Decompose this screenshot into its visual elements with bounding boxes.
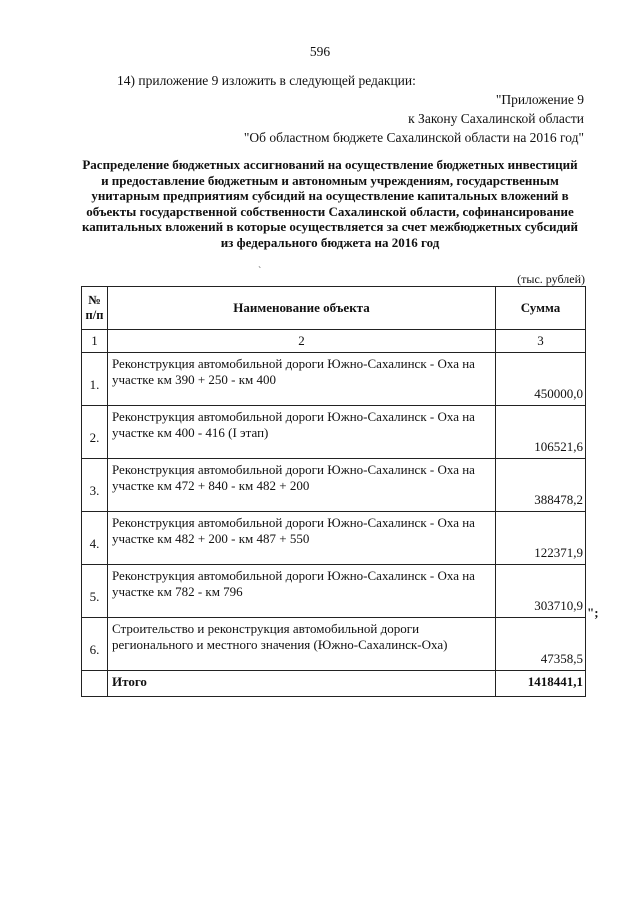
- heading-line: Распределение бюджетных ассигнований на осуществление бюджетных инвестиций: [82, 157, 578, 172]
- table-row: [82, 459, 586, 512]
- index-cell: 2: [108, 330, 496, 353]
- closing-quote-mark: ";: [587, 605, 599, 620]
- row-sum: 303710,9: [496, 565, 586, 618]
- row-name-line: регионального и местного значения (Южно-Сахалинск-Оха): [112, 637, 448, 652]
- stray-mark: `: [258, 266, 262, 277]
- appendix-ref-line: "Приложение 9: [495, 92, 584, 107]
- row-name-line: Реконструкция автомобильной дороги Южно-Сахалинск - Оха на: [112, 462, 475, 477]
- row-object-name: [108, 512, 496, 565]
- heading-line: объекты государственной собственности Сахалинской области, софинансирование: [86, 203, 574, 219]
- row-name-line: участке км 482 + 200 - км 487 + 550: [112, 531, 310, 546]
- heading-line: из федерального бюджета на 2016 год: [220, 234, 440, 250]
- row-sum: 450000,0: [496, 353, 586, 406]
- header-num: [82, 287, 108, 330]
- row-number: 4.: [82, 512, 108, 565]
- total-sum: 1418441,1: [496, 671, 586, 697]
- index-cell: 1: [82, 330, 108, 353]
- row-number: 3.: [82, 459, 108, 512]
- row-name-line: Реконструкция автомобильной дороги Южно-Сахалинск - Оха на: [112, 515, 475, 530]
- row-sum: 47358,5: [496, 618, 586, 671]
- heading-line: унитарным предприятиям субсидий на осуществление капитальных вложений в: [91, 188, 569, 203]
- table-row: [82, 512, 586, 565]
- row-sum: 106521,6: [496, 406, 586, 459]
- row-object-name: [108, 618, 496, 671]
- row-name-line: Реконструкция автомобильной дороги Южно-Сахалинск - Оха на: [112, 409, 475, 424]
- header-sum: Сумма: [496, 287, 586, 330]
- row-object-name: [108, 565, 496, 618]
- heading-line: капитальных вложений в которые осуществляется за счет межбюджетных субсидий: [81, 219, 579, 234]
- total-num-cell: [82, 671, 108, 697]
- row-number: 6.: [82, 618, 108, 671]
- document-heading: [60, 157, 600, 250]
- header-name: Наименование объекта: [108, 287, 496, 330]
- units-label: (тыс. рублей): [517, 272, 585, 286]
- row-object-name: [108, 406, 496, 459]
- row-name-line: участке км 472 + 840 - км 482 + 200: [112, 478, 310, 493]
- heading-line: и предоставление бюджетным и автономным учреждениям, государственным: [101, 172, 559, 188]
- row-number: 1.: [82, 353, 108, 406]
- appendix-ref-line: к Закону Сахалинской области: [408, 111, 584, 126]
- row-object-name: [108, 353, 496, 406]
- row-name-line: участке км 782 - км 796: [112, 584, 243, 599]
- table-total-row: [82, 671, 586, 697]
- row-object-name: [108, 459, 496, 512]
- table-index-row: [82, 330, 586, 353]
- row-name-line: Реконструкция автомобильной дороги Южно-Сахалинск - Оха на: [112, 356, 475, 371]
- row-name-line: участке км 400 - 416 (I этап): [112, 425, 269, 440]
- appendix-ref-line: "Об областном бюджете Сахалинской области на 2016 год": [243, 130, 584, 145]
- row-sum: 388478,2: [496, 459, 586, 512]
- table-row: [82, 353, 586, 406]
- header-num-line2: п/п: [85, 308, 104, 322]
- table-row: [82, 618, 586, 671]
- intro-text: 14) приложение 9 изложить в следующей редакции:: [117, 73, 416, 88]
- row-name-line: участке км 390 + 250 - км 400: [112, 372, 277, 387]
- index-cell: 3: [496, 330, 586, 353]
- table-row: [82, 565, 586, 618]
- row-number: 2.: [82, 406, 108, 459]
- appendix-reference: [244, 90, 584, 147]
- row-name-line: Строительство и реконструкция автомобильной дороги: [112, 621, 420, 636]
- row-sum: 122371,9: [496, 512, 586, 565]
- budget-table: [81, 286, 586, 697]
- row-number: 5.: [82, 565, 108, 618]
- row-name-line: Реконструкция автомобильной дороги Южно-Сахалинск - Оха на: [112, 568, 475, 583]
- table-header-row: [82, 287, 586, 330]
- table-row: [82, 406, 586, 459]
- header-num-line1: №: [88, 293, 101, 307]
- total-label: Итого: [108, 671, 496, 697]
- page-number: 596: [309, 44, 331, 59]
